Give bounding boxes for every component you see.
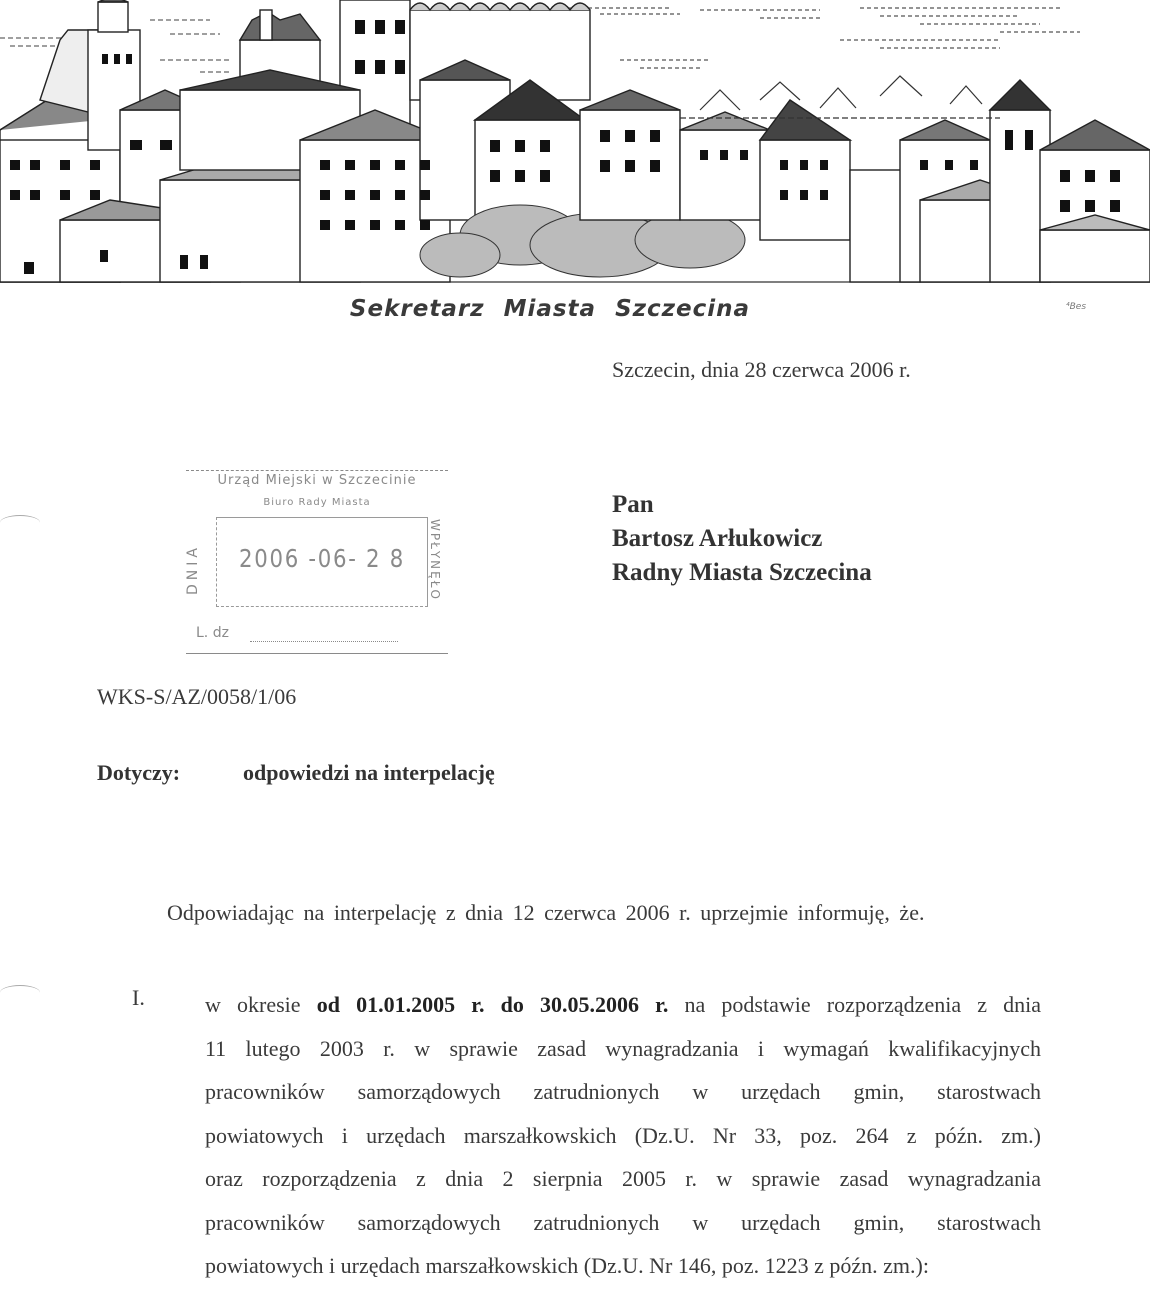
- opening-paragraph: Odpowiadając na interpelację z dnia 12 czerwca 2006 r. uprzejmie informuję, że.: [167, 900, 925, 925]
- artist-signature-mark: ⁴Bes: [1066, 302, 1087, 312]
- stamp-bureau-name: Biuro Rady Miasta: [263, 497, 371, 508]
- stamp-received-label: WPŁYNĘŁO: [428, 519, 442, 601]
- stamp-date: 2006 -06- 2 8: [239, 544, 405, 573]
- section-period-bold: od 01.01.2005 r. do 30.05.2006 r.: [316, 992, 669, 1017]
- section-line-4: powiatowych i urzędach marszałkowskich (Dz.U. Nr 33, poz. 264 z późn. zm.): [205, 1122, 1041, 1148]
- section-line-5: oraz rozporządzenia z dnia 2 sierpnia 2005 r. w sprawie zasad wynagradzania: [205, 1166, 1041, 1191]
- recipient-salutation: Pan: [612, 491, 654, 518]
- letterhead-secretary-title: Sekretarz Miasta Szczecina: [349, 296, 751, 322]
- reference-number: WKS-S/AZ/0058/1/06: [97, 684, 297, 709]
- registration-stamp: [186, 470, 448, 654]
- stamp-office-name: Urząd Miejski w Szczecinie: [217, 473, 417, 488]
- stamp-dnia-label: DNIA: [185, 544, 201, 595]
- section-number: I.: [132, 985, 145, 1010]
- scan-punch-mark: [0, 515, 40, 530]
- stamp-ldz-line: [250, 641, 398, 642]
- recipient-title: Radny Miasta Szczecina: [612, 559, 872, 586]
- subject-text: odpowiedzi na interpelację: [243, 760, 495, 785]
- subject-label: Dotyczy:: [97, 760, 181, 785]
- recipient-block: [612, 488, 872, 590]
- section-line-1-pre: w okresie: [205, 992, 317, 1017]
- section-line-1-post: na podstawie rozporządzenia z dnia: [668, 992, 1042, 1017]
- stamp-ldz-label: L. dz: [196, 625, 229, 641]
- section-line-6: pracowników samorządowych zatrudnionych w urzędach gmin, starostwach: [205, 1209, 1041, 1235]
- stamp-date-box: [216, 517, 428, 607]
- section-line-7: powiatowych i urzędach marszałkowskich (Dz.U. Nr 146, poz. 1223 z późn. zm.):: [205, 1253, 929, 1278]
- letterhead-skyline-illustration: [0, 0, 1150, 290]
- letter-date: Szczecin, dnia 28 czerwca 2006 r.: [612, 357, 911, 382]
- scan-punch-mark: [0, 985, 40, 1000]
- section-body: [205, 983, 1041, 1288]
- section-line-1: [205, 983, 1041, 1027]
- section-line-2: 11 lutego 2003 r. w sprawie zasad wynagradzania i wymagań kwalifikacyjnych: [205, 1035, 1041, 1061]
- recipient-name: Bartosz Arłukowicz: [612, 525, 823, 552]
- section-line-3: pracowników samorządowych zatrudnionych w urzędach gmin, starostwach: [205, 1079, 1041, 1104]
